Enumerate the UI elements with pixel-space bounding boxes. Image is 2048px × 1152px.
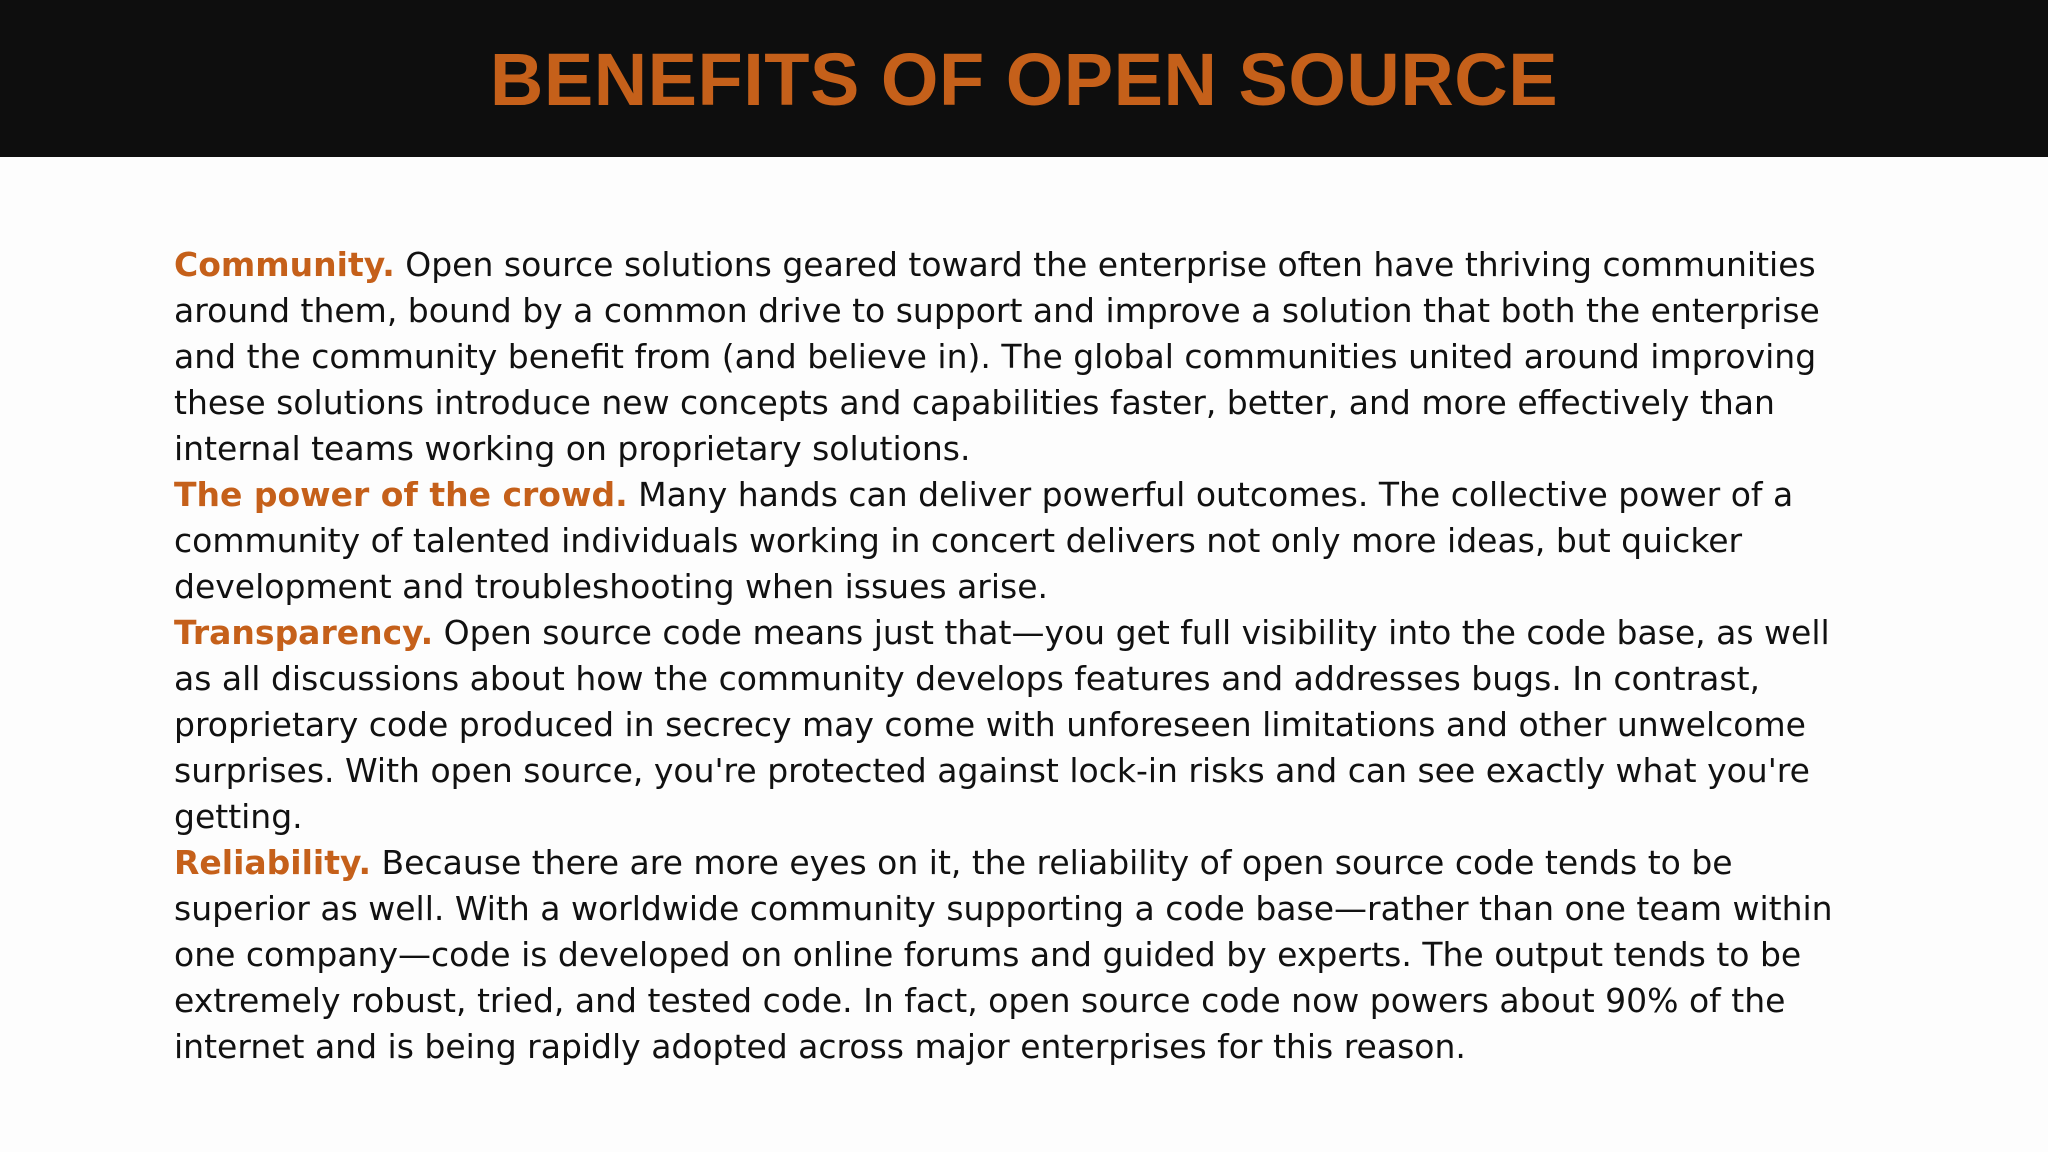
section-reliability <box>174 840 1874 1070</box>
section-term: Reliability. <box>174 843 372 882</box>
title-bar <box>0 0 2048 157</box>
section-text: Many hands can deliver powerful outcomes. The collective power of a community of talented individuals working in concert delivers not only more ideas, but quicker development and troubleshooting when issues arise. <box>174 475 1794 606</box>
section-term: The power of the crowd. <box>174 475 628 514</box>
slide-body <box>174 242 1874 1070</box>
section-term: Community. <box>174 245 395 284</box>
section-power-of-the-crowd <box>174 472 1874 610</box>
section-text: Open source code means just that—you get full visibility into the code base, as well as all discussions about how the community develops features and addresses bugs. In contrast, proprietary code produced in secrecy may come with unforeseen limitations and other unwelcome surprises. With open source, you're protected against lock-in risks and can see exactly what you're getting. <box>174 613 1830 836</box>
slide-title: BENEFITS OF OPEN SOURCE <box>489 37 1559 121</box>
section-transparency <box>174 610 1874 840</box>
section-community <box>174 242 1874 472</box>
section-term: Transparency. <box>174 613 434 652</box>
section-text: Open source solutions geared toward the enterprise often have thriving communities around them, bound by a common drive to support and improve a solution that both the enterprise and the community benefit from (and believe in). The global communities united around improving these solutions introduce new concepts and capabilities faster, better, and more effectively than internal teams working on proprietary solutions. <box>174 245 1820 468</box>
section-text: Because there are more eyes on it, the reliability of open source code tends to be superior as well. With a worldwide community supporting a code base—rather than one team within one company—code is developed on online forums and guided by experts. The output tends to be extremely robust, tried, and tested code. In fact, open source code now powers about 90% of the internet and is being rapidly adopted across major enterprises for this reason. <box>174 843 1833 1066</box>
